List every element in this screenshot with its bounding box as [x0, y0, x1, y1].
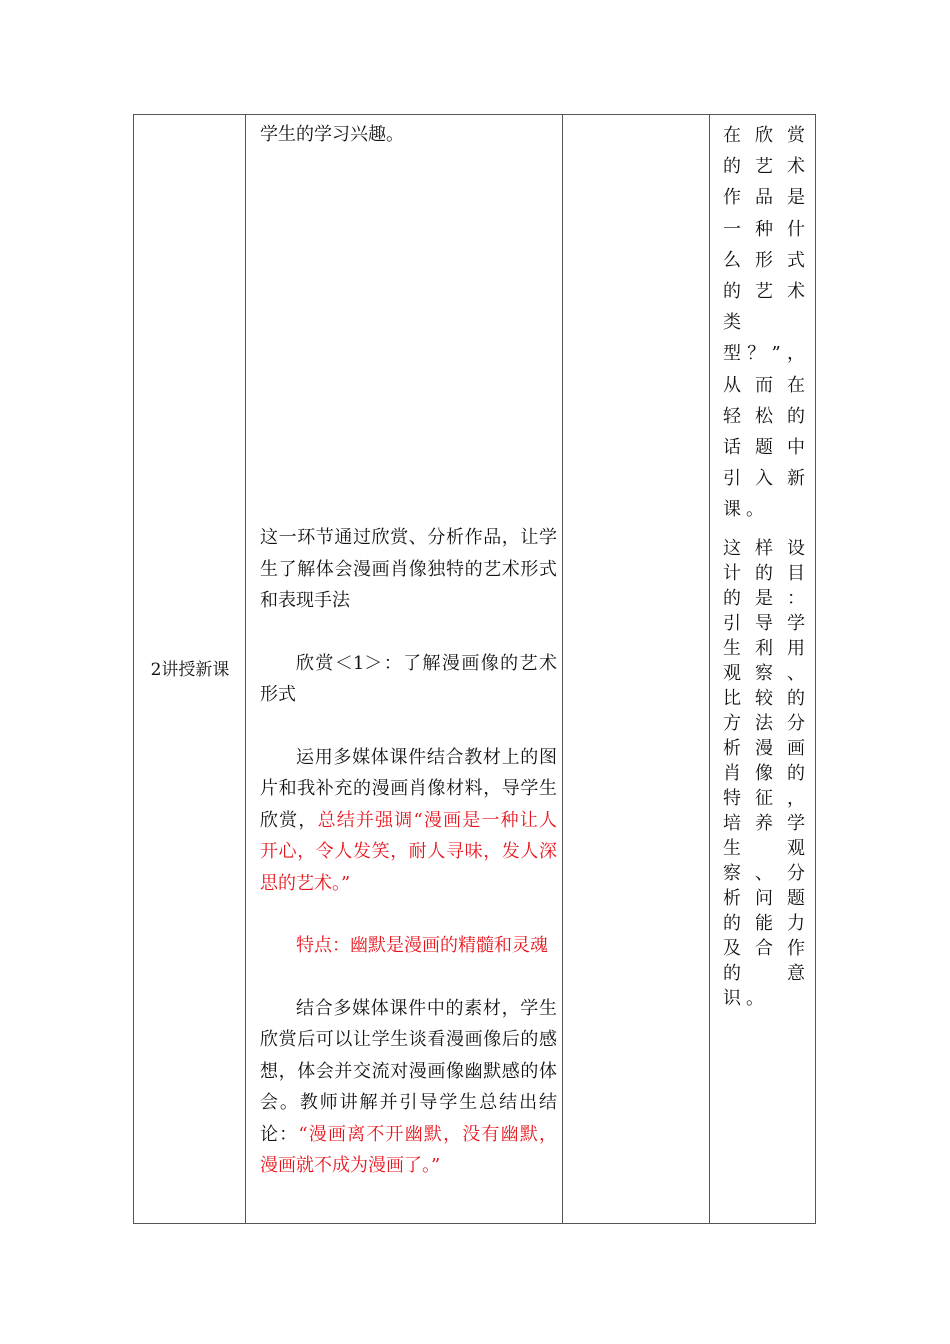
- activity-intro-tail: 学生的学习兴趣。: [260, 124, 404, 145]
- emphasis-text: “漫画离不开幽默，没有幽默，漫画就不成为漫画了。”: [260, 1123, 557, 1176]
- activity-paragraph-5: 结合多媒体课件中的素材，学生欣赏后可以让学生谈看漫画像后的感想，体会并交流对漫画像幽默感的体会。教师讲解并引导学生总结出结论：“漫画离不开幽默，没有幽默，漫画就不成为漫画了。”: [260, 997, 557, 1176]
- emphasis-text: 总结并强调“漫画是一种让人开心，令人发笑，耐人寻味，发人深思的艺术。”: [260, 809, 558, 894]
- lesson-plan-table: [133, 114, 816, 1224]
- intent-top: 在欣赏的艺术作品是一种什么形式的艺术类型？”，从而在轻松的话题中引入新课。: [723, 125, 810, 521]
- stage-label: 2讲授新课: [150, 660, 230, 680]
- intent-bottom: 这样设计的目的是：引导学生利用观察、比较的方法分析漫画肖像的特征，培养学生观察、分析问题的能力及合作的意识。: [723, 538, 810, 1009]
- activity-paragraph-3: 运用多媒体课件结合教材上的图片和我补充的漫画肖像材料，导学生欣赏，总结并强调“漫画是一种让人开心，令人发笑，耐人寻味，发人深思的艺术。”: [260, 746, 558, 894]
- activity-paragraph-1: 这一环节通过欣赏、分析作品，让学生了解体会漫画肖像独特的艺术形式和表现手法: [260, 527, 557, 611]
- activity-paragraph-4: 特点：幽默是漫画的精髓和灵魂: [296, 935, 548, 956]
- activity-column: [246, 522, 563, 1182]
- activity-paragraph-2: 欣赏＜1＞：了解漫画像的艺术形式: [260, 652, 557, 705]
